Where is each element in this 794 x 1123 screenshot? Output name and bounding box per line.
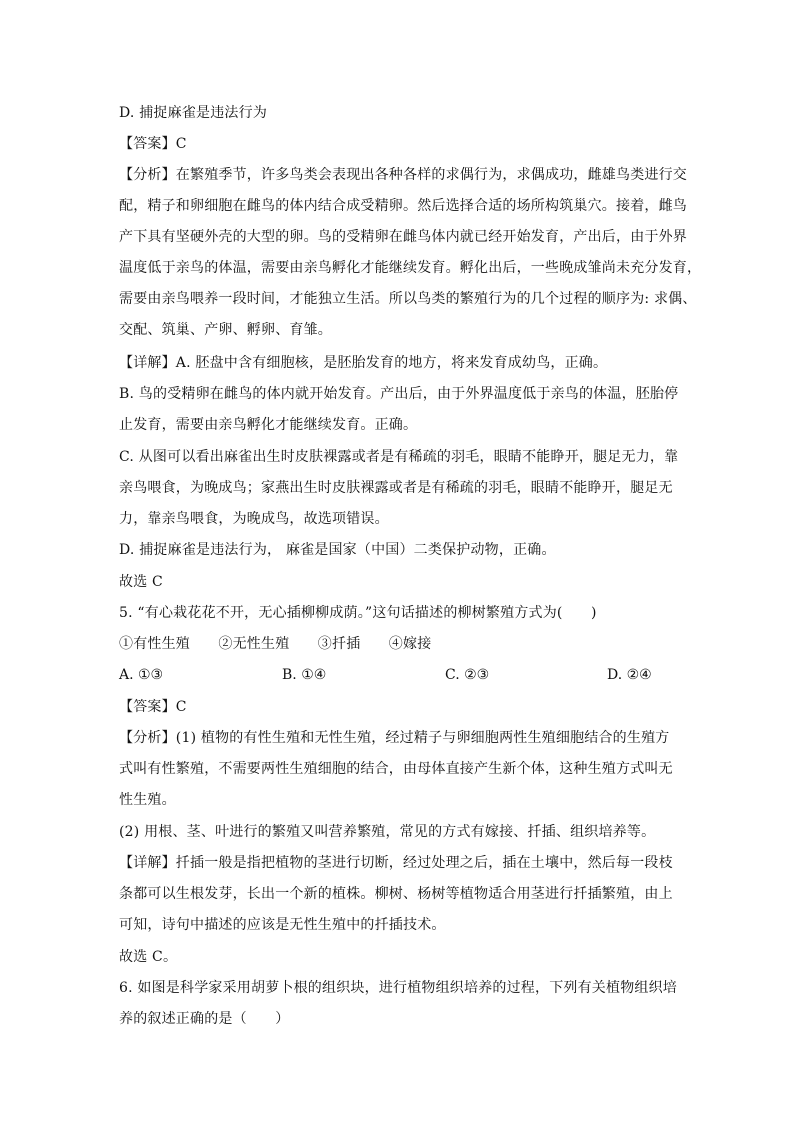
question-5-option-a: A. ①③ xyxy=(119,667,164,683)
question-6-stem: 6. 如图是科学家采用胡萝卜根的组织块，进行植物组织培养的过程，下列有关植物组织培 xyxy=(119,980,678,996)
question-5-items: ①有性生殖 ②无性生殖 ③扦插 ④嫁接 xyxy=(119,636,432,652)
answer-line: 【答案】C xyxy=(119,699,187,715)
analysis-line: 【分析】在繁殖季节，许多鸟类会表现出各种各样的求偶行为，求偶成功，雌雄鸟类进行交 xyxy=(119,167,687,183)
analysis-line: 配，精子和卵细胞在雌鸟的体内结合成受精卵。然后选择合适的场所构筑巢穴。接着，雌鸟 xyxy=(119,198,687,214)
detail-line: 止发育，需要由亲鸟孵化才能继续发育。正确。 xyxy=(119,417,418,433)
analysis-line: 需要由亲鸟喂养一段时间，才能独立生活。所以鸟类的繁殖行为的几个过程的顺序为: 求偶、 xyxy=(119,291,697,307)
detail-line: 力，靠亲鸟喂食，为晚成鸟，故选项错误。 xyxy=(119,511,389,527)
detail-line: 【详解】扦插一般是指把植物的茎进行切断，经过处理之后，插在土壤中，然后每一段枝 xyxy=(119,855,673,871)
detail-line: 条都可以生根发芽，长出一个新的植株。柳树、杨树等植物适合用茎进行扦插繁殖，由上 xyxy=(119,886,673,902)
choice-line: 故选 C。 xyxy=(119,949,178,965)
question-6-stem: 养的叙述正确的是（ ） xyxy=(119,1011,290,1027)
analysis-line: 【分析】(1) 植物的有性生殖和无性生殖，经过精子与卵细胞两性生殖细胞结合的生殖方 xyxy=(119,730,670,746)
question-5-option-c: C. ②③ xyxy=(445,667,490,683)
analysis-line: (2) 用根、茎、叶进行的繁殖又叫营养繁殖，常见的方式有嫁接、扦插、组织培养等。 xyxy=(119,824,656,840)
detail-line: D. 捕捉麻雀是违法行为， 麻雀是国家（中国）二类保护动物，正确。 xyxy=(119,542,556,558)
analysis-line: 温度低于亲鸟的体温，需要由亲鸟孵化才能继续发育。孵化出后，一些晚成雏尚未充分发育， xyxy=(119,260,702,276)
analysis-line: 产下具有坚硬外壳的大型的卵。鸟的受精卵在雌鸟体内就已经开始发育，产出后，由于外界 xyxy=(119,229,687,245)
detail-line: 【详解】A. 胚盘中含有细胞核，是胚胎发育的地方，将来发育成幼鸟，正确。 xyxy=(119,355,608,371)
analysis-line: 式叫有性繁殖，不需要两性生殖细胞的结合，由母体直接产生新个体，这种生殖方式叫无 xyxy=(119,761,673,777)
analysis-line: 性生殖。 xyxy=(119,792,176,808)
option-d-line: D. 捕捉麻雀是违法行为 xyxy=(119,105,268,121)
detail-line: C. 从图可以看出麻雀出生时皮肤裸露或者是有稀疏的羽毛，眼睛不能睁开，腿足无力，靠 xyxy=(119,449,679,465)
question-5-stem: 5. “有心栽花花不开，无心插柳柳成荫。”这句话描述的柳树繁殖方式为( ) xyxy=(119,605,597,621)
answer-line: 【答案】C xyxy=(119,136,187,152)
choice-line: 故选 C xyxy=(119,574,163,590)
question-5-option-b: B. ①④ xyxy=(282,667,327,683)
question-5-option-d: D. ②④ xyxy=(607,667,652,683)
detail-line: 可知，诗句中描述的应该是无性生殖中的扦插技术。 xyxy=(119,917,446,933)
analysis-line: 交配、筑巢、产卵、孵卵、育雏。 xyxy=(119,322,332,338)
detail-line: 亲鸟喂食，为晚成鸟；家燕出生时皮肤裸露或者是有稀疏的羽毛，眼睛不能睁开，腿足无 xyxy=(119,480,673,496)
detail-line: B. 鸟的受精卵在雌鸟的体内就开始发育。产出后，由于外界温度低于亲鸟的体温，胚胎停 xyxy=(119,386,679,402)
